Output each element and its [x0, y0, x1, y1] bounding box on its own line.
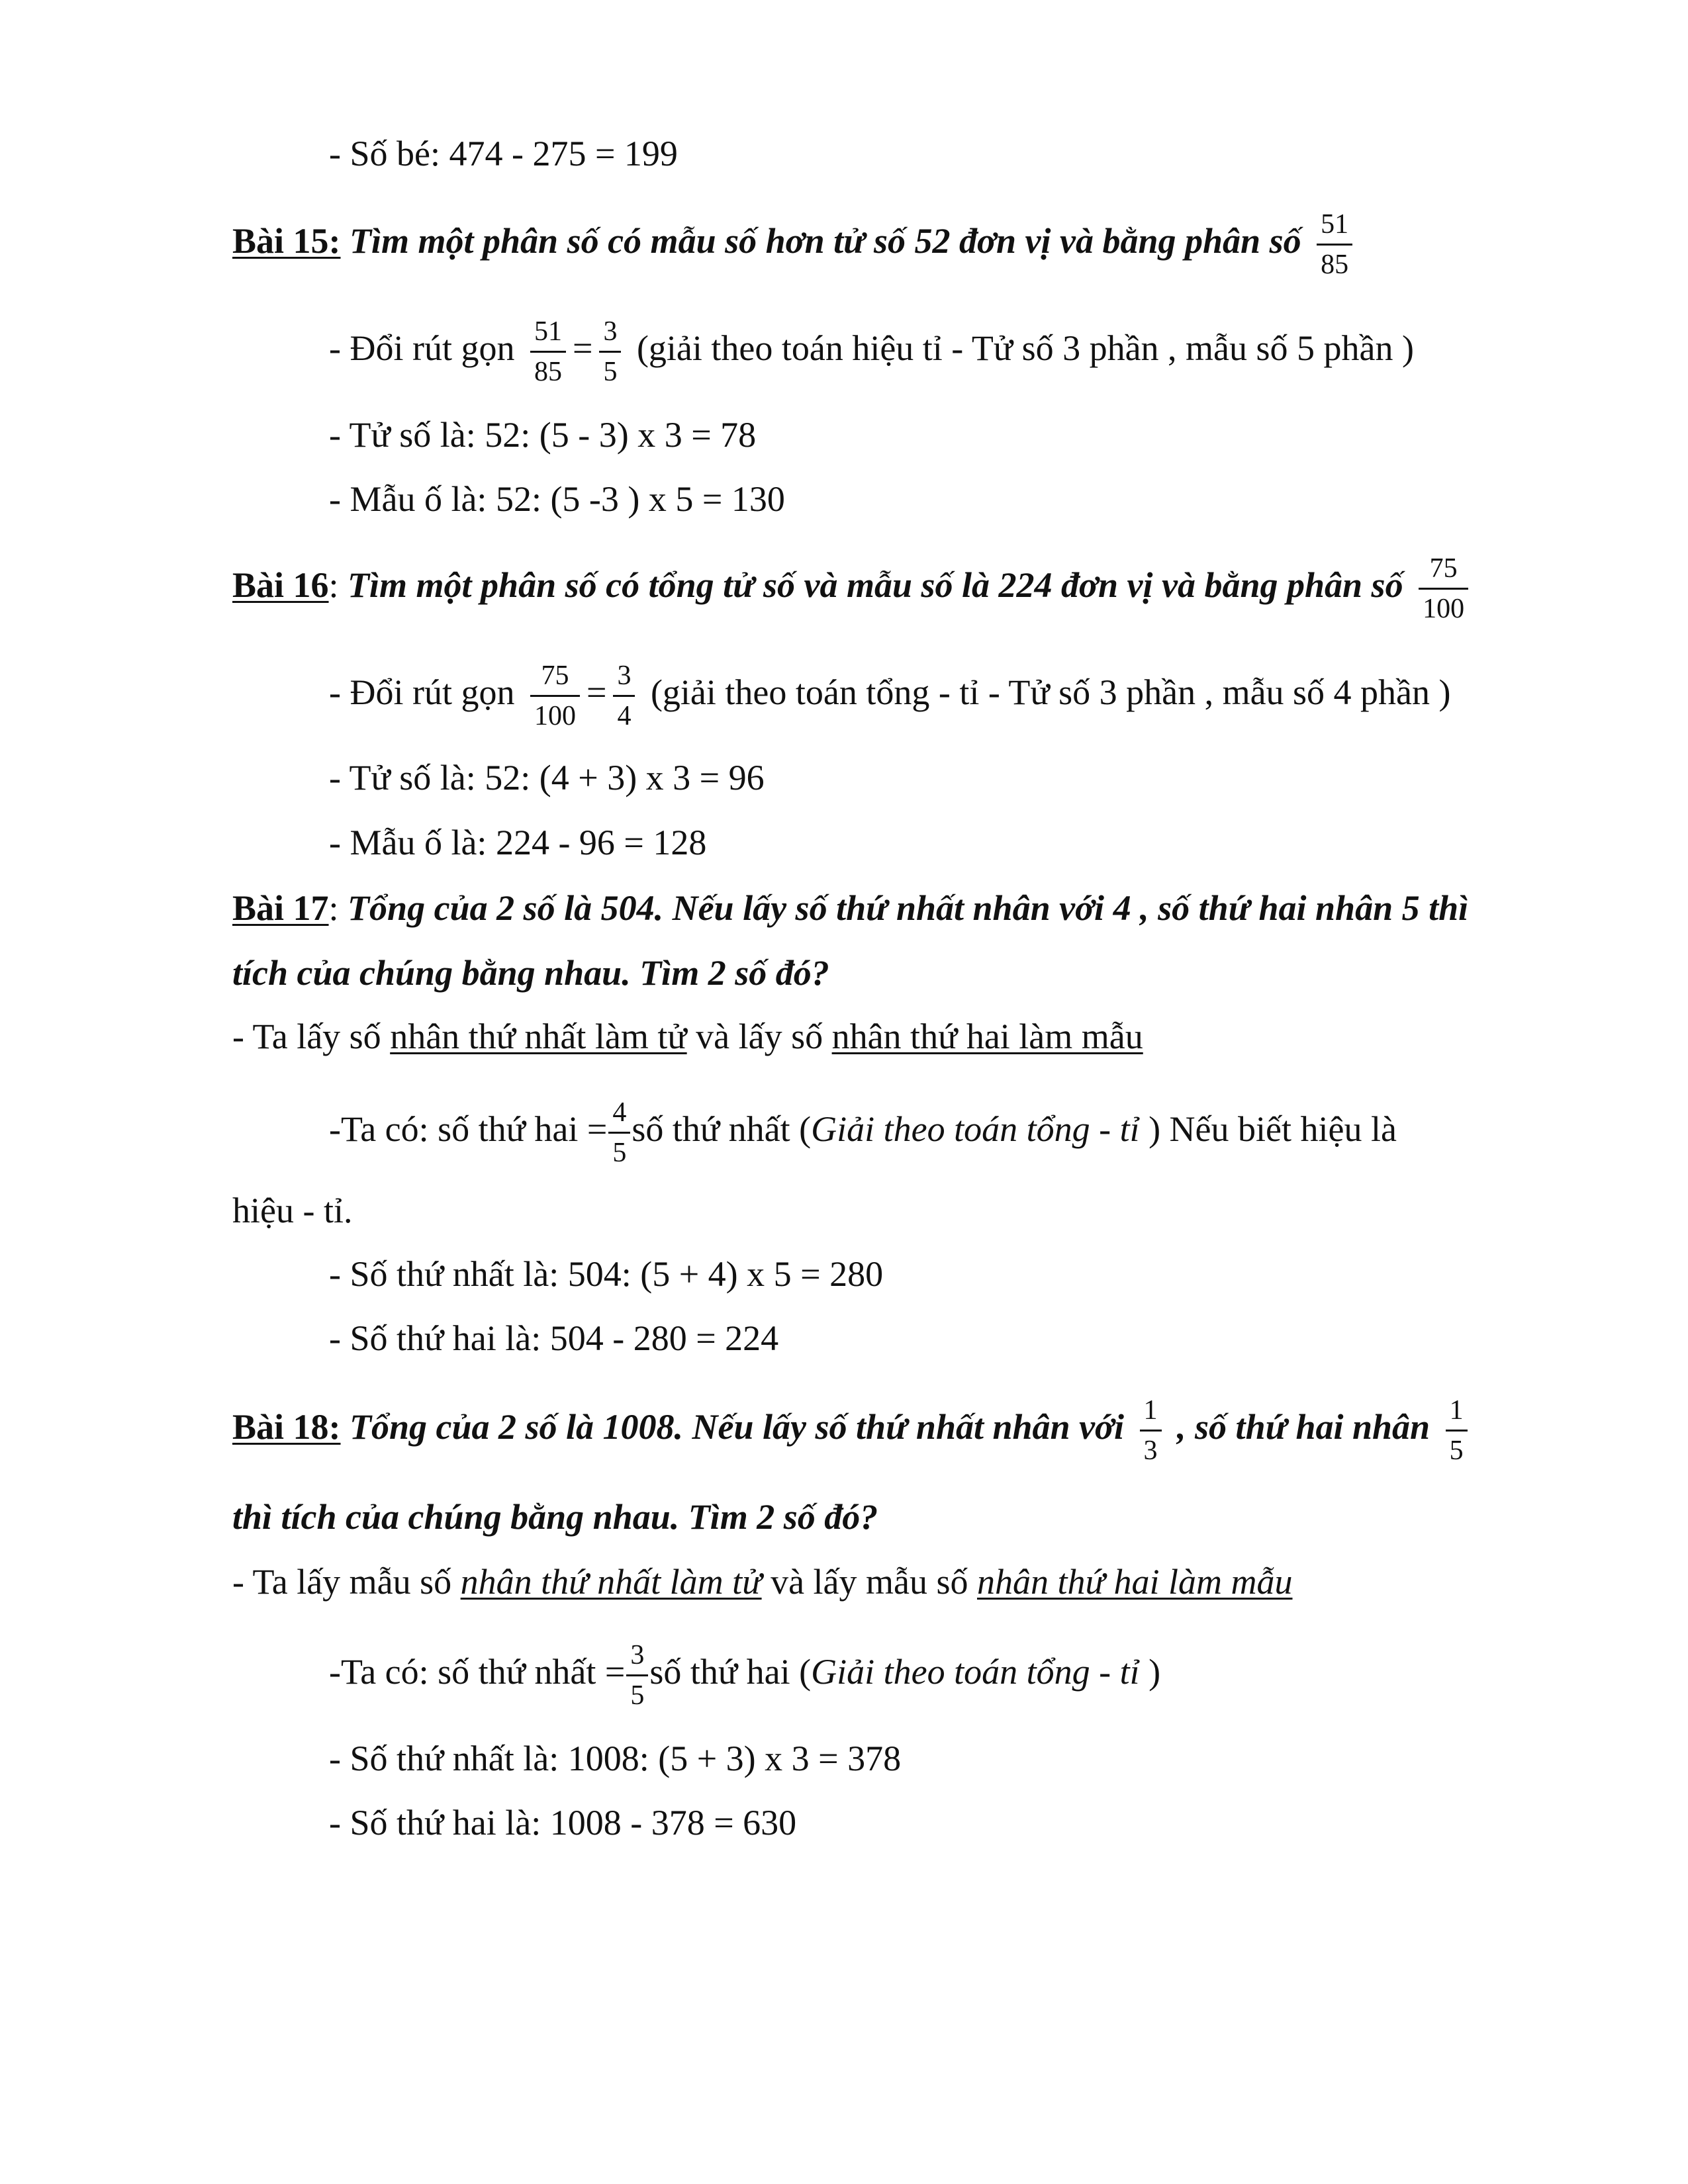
problem-16-title: [232, 555, 1475, 623]
problem-17-first-number: - Số thứ nhất là: 504: (5 + 4) x 5 = 280: [329, 1254, 884, 1294]
rule-underline-1: nhân thứ nhất làm tử: [460, 1562, 762, 1602]
problem-17-title: [232, 890, 1468, 926]
fraction-denominator: 85: [530, 351, 566, 386]
problem-18-text-2: thì tích của chúng bằng nhau. Tìm 2 số đó?: [232, 1497, 878, 1537]
fraction-numerator: 51: [534, 316, 562, 347]
ratio-text: -Ta có: số thứ nhất =: [329, 1651, 626, 1692]
problem-15-denominator-step: - Mẫu ố là: 52: (5 -3 ) x 5 = 130: [329, 479, 785, 519]
problem-17-text-1: Tổng của 2 số là 504. Nếu lấy số thứ nhất nhân với 4 , số thứ hai nhân 5 thì: [338, 888, 1469, 928]
problem-18-text-1b: , số thứ hai nhân: [1168, 1406, 1439, 1447]
fraction-denominator: 85: [1317, 244, 1352, 279]
problem-16-text: Tìm một phân số có tổng tử số và mẫu số là 224 đơn vị và bằng phân số: [338, 565, 1413, 605]
fraction-numerator: 3: [603, 316, 618, 347]
problem-18-ratio: [329, 1641, 1160, 1709]
ratio-method: Giải theo toán tổng - tỉ: [811, 1109, 1140, 1149]
problem-18-title: [232, 1396, 1474, 1465]
problem-17-ratio: [329, 1099, 1397, 1167]
fraction-1-3: [1140, 1396, 1162, 1465]
rule-text: và lấy số: [686, 1017, 832, 1056]
problem-15-numerator-step: - Tử số là: 52: (5 - 3) x 3 = 78: [329, 415, 757, 455]
problem-15-label: Bài 15:: [232, 220, 341, 261]
problem-18-first-number: - Số thứ nhất là: 1008: (5 + 3) x 3 = 378: [329, 1739, 902, 1778]
problem-18-label: Bài 18:: [232, 1406, 341, 1447]
problem-16-denominator-step: - Mẫu ố là: 224 - 96 = 128: [329, 823, 707, 862]
problem-18-second-number: - Số thứ hai là: 1008 - 378 = 630: [329, 1803, 797, 1843]
problem-15-title: [232, 210, 1359, 279]
equals-sign: =: [572, 328, 593, 368]
fraction-numerator: 1: [1449, 1395, 1464, 1426]
fraction-denominator: 5: [608, 1132, 630, 1167]
fraction-denominator: 100: [1419, 588, 1468, 623]
equals-sign: =: [586, 672, 607, 712]
fraction-denominator: 5: [599, 351, 621, 386]
rule-underline-2: nhân thứ hai làm mẫu: [977, 1562, 1293, 1602]
fraction-numerator: 75: [541, 660, 569, 691]
fraction-4-5: [608, 1099, 630, 1167]
problem-16-numerator-step: - Tử số là: 52: (4 + 3) x 3 = 96: [329, 758, 765, 797]
fraction-3-5: [626, 1641, 648, 1709]
problem-16-step-reduce: [329, 662, 1451, 730]
ratio-text: số thứ hai (: [649, 1651, 812, 1692]
problem-18-rule: [232, 1564, 1292, 1600]
fraction-denominator: 3: [1140, 1430, 1162, 1465]
problem-15-step-reduce: [329, 318, 1414, 386]
ratio-method: Giải theo toán tổng - tỉ: [811, 1651, 1140, 1692]
problem-18-text-1a: Tổng của 2 số là 1008. Nếu lấy số thứ nhất nhân với: [340, 1406, 1133, 1447]
ratio-text: số thứ nhất (: [632, 1109, 812, 1149]
problem-17-colon: :: [328, 888, 339, 928]
small-number-line: - Số bé: 474 - 275 = 199: [329, 134, 678, 173]
fraction-denominator: 100: [530, 695, 580, 730]
fraction-51-85: [530, 318, 566, 386]
problem-17-text-2: tích của chúng bằng nhau. Tìm 2 số đó?: [232, 953, 829, 993]
problem-16-fraction: [1419, 555, 1468, 623]
problem-17-second-number: - Số thứ hai là: 504 - 280 = 224: [329, 1318, 779, 1358]
problem-15-text: Tìm một phân số có mẫu số hơn tử số 52 đơn vị và bằng phân số: [340, 220, 1311, 261]
ratio-note: ) Nếu biết hiệu là: [1139, 1109, 1397, 1149]
fraction-75-100: [530, 662, 580, 730]
rule-underline-2: nhân thứ hai làm mẫu: [831, 1017, 1143, 1056]
step-note: (giải theo toán hiệu tỉ - Tử số 3 phần , mẫu số 5 phần ): [628, 328, 1414, 368]
rule-text: - Ta lấy mẫu số: [232, 1562, 461, 1602]
step-prefix: - Đổi rút gọn: [329, 672, 524, 712]
problem-16-colon: :: [328, 565, 339, 605]
step-note: (giải theo toán tổng - tỉ - Tử số 3 phần , mẫu số 4 phần ): [641, 672, 1451, 712]
rule-underline-1: nhân thứ nhất làm tử: [390, 1017, 687, 1056]
fraction-numerator: 3: [617, 660, 632, 691]
fraction-numerator: 3: [630, 1640, 645, 1670]
fraction-3-4: [613, 662, 635, 730]
problem-17-ratio-cont: hiệu - tỉ.: [232, 1191, 353, 1230]
fraction-denominator: 5: [626, 1674, 648, 1709]
rule-text: - Ta lấy số: [232, 1017, 391, 1056]
problem-17-label: Bài 17: [232, 888, 329, 928]
fraction-denominator: 5: [1446, 1430, 1468, 1465]
ratio-note: ): [1139, 1651, 1161, 1692]
problem-15-fraction: [1317, 210, 1352, 279]
fraction-numerator: 51: [1321, 209, 1349, 240]
fraction-numerator: 75: [1429, 553, 1458, 584]
ratio-text: -Ta có: số thứ hai =: [329, 1109, 608, 1149]
fraction-numerator: 4: [612, 1097, 627, 1128]
problem-16-label: Bài 16: [232, 565, 329, 605]
rule-text: và lấy mẫu số: [761, 1562, 978, 1602]
problem-17-rule: [232, 1019, 1143, 1054]
fraction-denominator: 4: [613, 695, 635, 730]
step-prefix: - Đổi rút gọn: [329, 328, 524, 368]
fraction-numerator: 1: [1143, 1395, 1158, 1426]
fraction-1-5: [1446, 1396, 1468, 1465]
fraction-3-5: [599, 318, 621, 386]
